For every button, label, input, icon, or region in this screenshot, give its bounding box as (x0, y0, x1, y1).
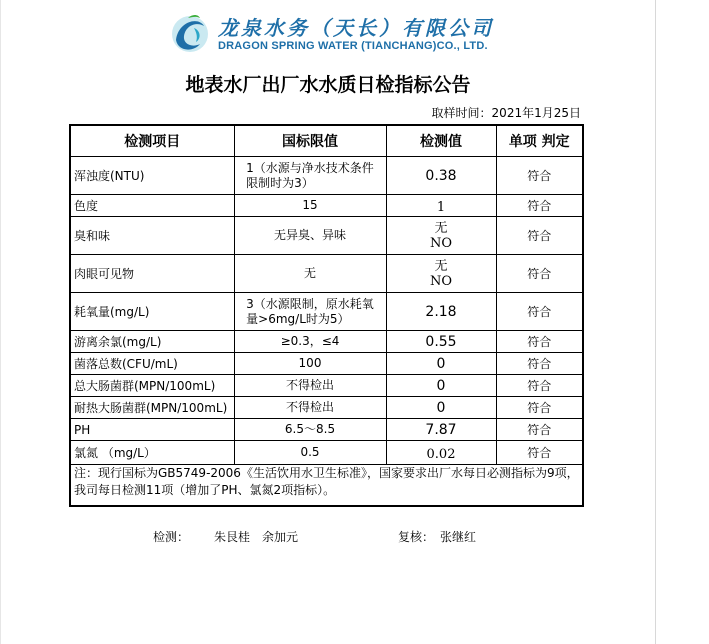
cell-limit (234, 353, 386, 375)
header-limit: 国标限值 (234, 125, 386, 157)
company-name-en: DRAGON SPRING WATER (TIANCHANG)CO., LTD. (218, 40, 488, 52)
cell-value (386, 375, 496, 397)
cell-limit (234, 397, 386, 419)
table-row (70, 255, 583, 293)
limit-line: 6.5～8.5 (284, 422, 336, 436)
cell-limit (234, 375, 386, 397)
cell-verdict: 符合 (496, 397, 583, 419)
page-title: 地表水厂出厂水水质日检指标公告 (185, 74, 471, 96)
inspector-names: 朱艮桂 余加元 (214, 530, 299, 544)
limit-line: 1（水源与净水技术条件 (246, 160, 374, 175)
cell-item: 臭和味 (70, 217, 234, 255)
cell-item: 肉眼可见物 (70, 255, 234, 293)
sampling-time: 取样时间：2021年1月25日 (431, 106, 581, 120)
limit-line: 3（水源限制，原水耗氧 (246, 296, 374, 311)
limit-line: 限制时为3） (246, 175, 314, 190)
limit-line: 量>6mg/L时为5） (246, 311, 350, 326)
cell-limit (234, 157, 386, 195)
cell-item: 游离余氯(mg/L) (70, 331, 234, 353)
cell-limit (234, 217, 386, 255)
value-line: 0 (436, 399, 446, 416)
cell-verdict: 符合 (496, 375, 583, 397)
limit-line: 无 (303, 266, 316, 280)
cell-limit (234, 419, 386, 441)
cell-item: 色度 (70, 195, 234, 217)
table-row (70, 375, 583, 397)
dragon-water-logo-icon (168, 10, 212, 56)
limit-line: 不得检出 (285, 378, 334, 392)
cell-verdict: 符合 (496, 195, 583, 217)
inspector-label: 检测： (153, 530, 190, 544)
value-line: 0 (436, 355, 446, 372)
cell-item: 菌落总数(CFU/mL) (70, 353, 234, 375)
header-item: 检测项目 (70, 125, 234, 157)
cell-verdict: 符合 (496, 419, 583, 441)
cell-value (386, 255, 496, 293)
cell-limit (234, 255, 386, 293)
water-quality-table (69, 124, 584, 507)
table-row (70, 293, 583, 331)
table-row (70, 353, 583, 375)
value-line: NO (429, 273, 453, 289)
cell-value (386, 353, 496, 375)
limit-line: ≥0.3，≤4 (280, 334, 340, 348)
cell-item: 耐热大肠菌群(MPN/100mL) (70, 397, 234, 419)
cell-limit (234, 441, 386, 465)
cell-value (386, 217, 496, 255)
value-line: 无 (434, 220, 448, 236)
limit-line: 0.5 (300, 445, 320, 459)
limit-line: 15 (302, 198, 318, 212)
cell-verdict: 符合 (496, 293, 583, 331)
cell-item: 氯氮 （mg/L） (70, 441, 234, 465)
cell-value (386, 331, 496, 353)
value-line: 2.18 (425, 303, 457, 320)
cell-item: PH (70, 419, 234, 441)
cell-value (386, 195, 496, 217)
cell-value (386, 419, 496, 441)
header-verdict: 单项 判定 (496, 125, 583, 157)
table-row (70, 441, 583, 465)
value-line: NO (429, 235, 453, 251)
value-line: 无 (434, 258, 448, 274)
reviewer-label: 复核： (398, 530, 435, 544)
value-line: 1 (436, 200, 446, 215)
cell-verdict: 符合 (496, 157, 583, 195)
table-row (70, 331, 583, 353)
header-value: 检测值 (386, 125, 496, 157)
cell-verdict: 符合 (496, 217, 583, 255)
cell-verdict: 符合 (496, 441, 583, 465)
value-line: 0 (436, 377, 446, 394)
table-row (70, 419, 583, 441)
reviewer-name: 张继红 (440, 530, 477, 544)
company-logo (168, 10, 494, 58)
table-row (70, 217, 583, 255)
cell-value (386, 397, 496, 419)
cell-item: 总大肠菌群(MPN/100mL) (70, 375, 234, 397)
company-name-cn: 龙泉水务（天长）有限公司 (218, 16, 494, 40)
cell-value (386, 441, 496, 465)
cell-limit (234, 331, 386, 353)
cell-item: 浑浊度(NTU) (70, 157, 234, 195)
cell-limit (234, 195, 386, 217)
note-row (70, 465, 583, 507)
value-line: 0.02 (426, 447, 456, 462)
cell-verdict: 符合 (496, 353, 583, 375)
cell-verdict: 符合 (496, 255, 583, 293)
value-line: 0.38 (425, 167, 457, 184)
limit-line: 无异臭、异味 (273, 228, 346, 242)
table-header-row (70, 125, 583, 157)
limit-line: 100 (298, 356, 322, 370)
table-note: 注：现行国标为GB5749-2006《生活饮用水卫生标准》，国家要求出厂水每日必测指标为9项，我司每日检测11项（增加了PH、氯氮2项指标）。 (70, 465, 583, 507)
cell-item: 耗氧量(mg/L) (70, 293, 234, 331)
value-line: 7.87 (425, 421, 457, 438)
table-row (70, 195, 583, 217)
cell-verdict: 符合 (496, 331, 583, 353)
limit-line: 不得检出 (285, 400, 334, 414)
value-line: 0.55 (425, 333, 457, 350)
cell-value (386, 157, 496, 195)
cell-value (386, 293, 496, 331)
table-row (70, 397, 583, 419)
table-row (70, 157, 583, 195)
cell-limit (234, 293, 386, 331)
